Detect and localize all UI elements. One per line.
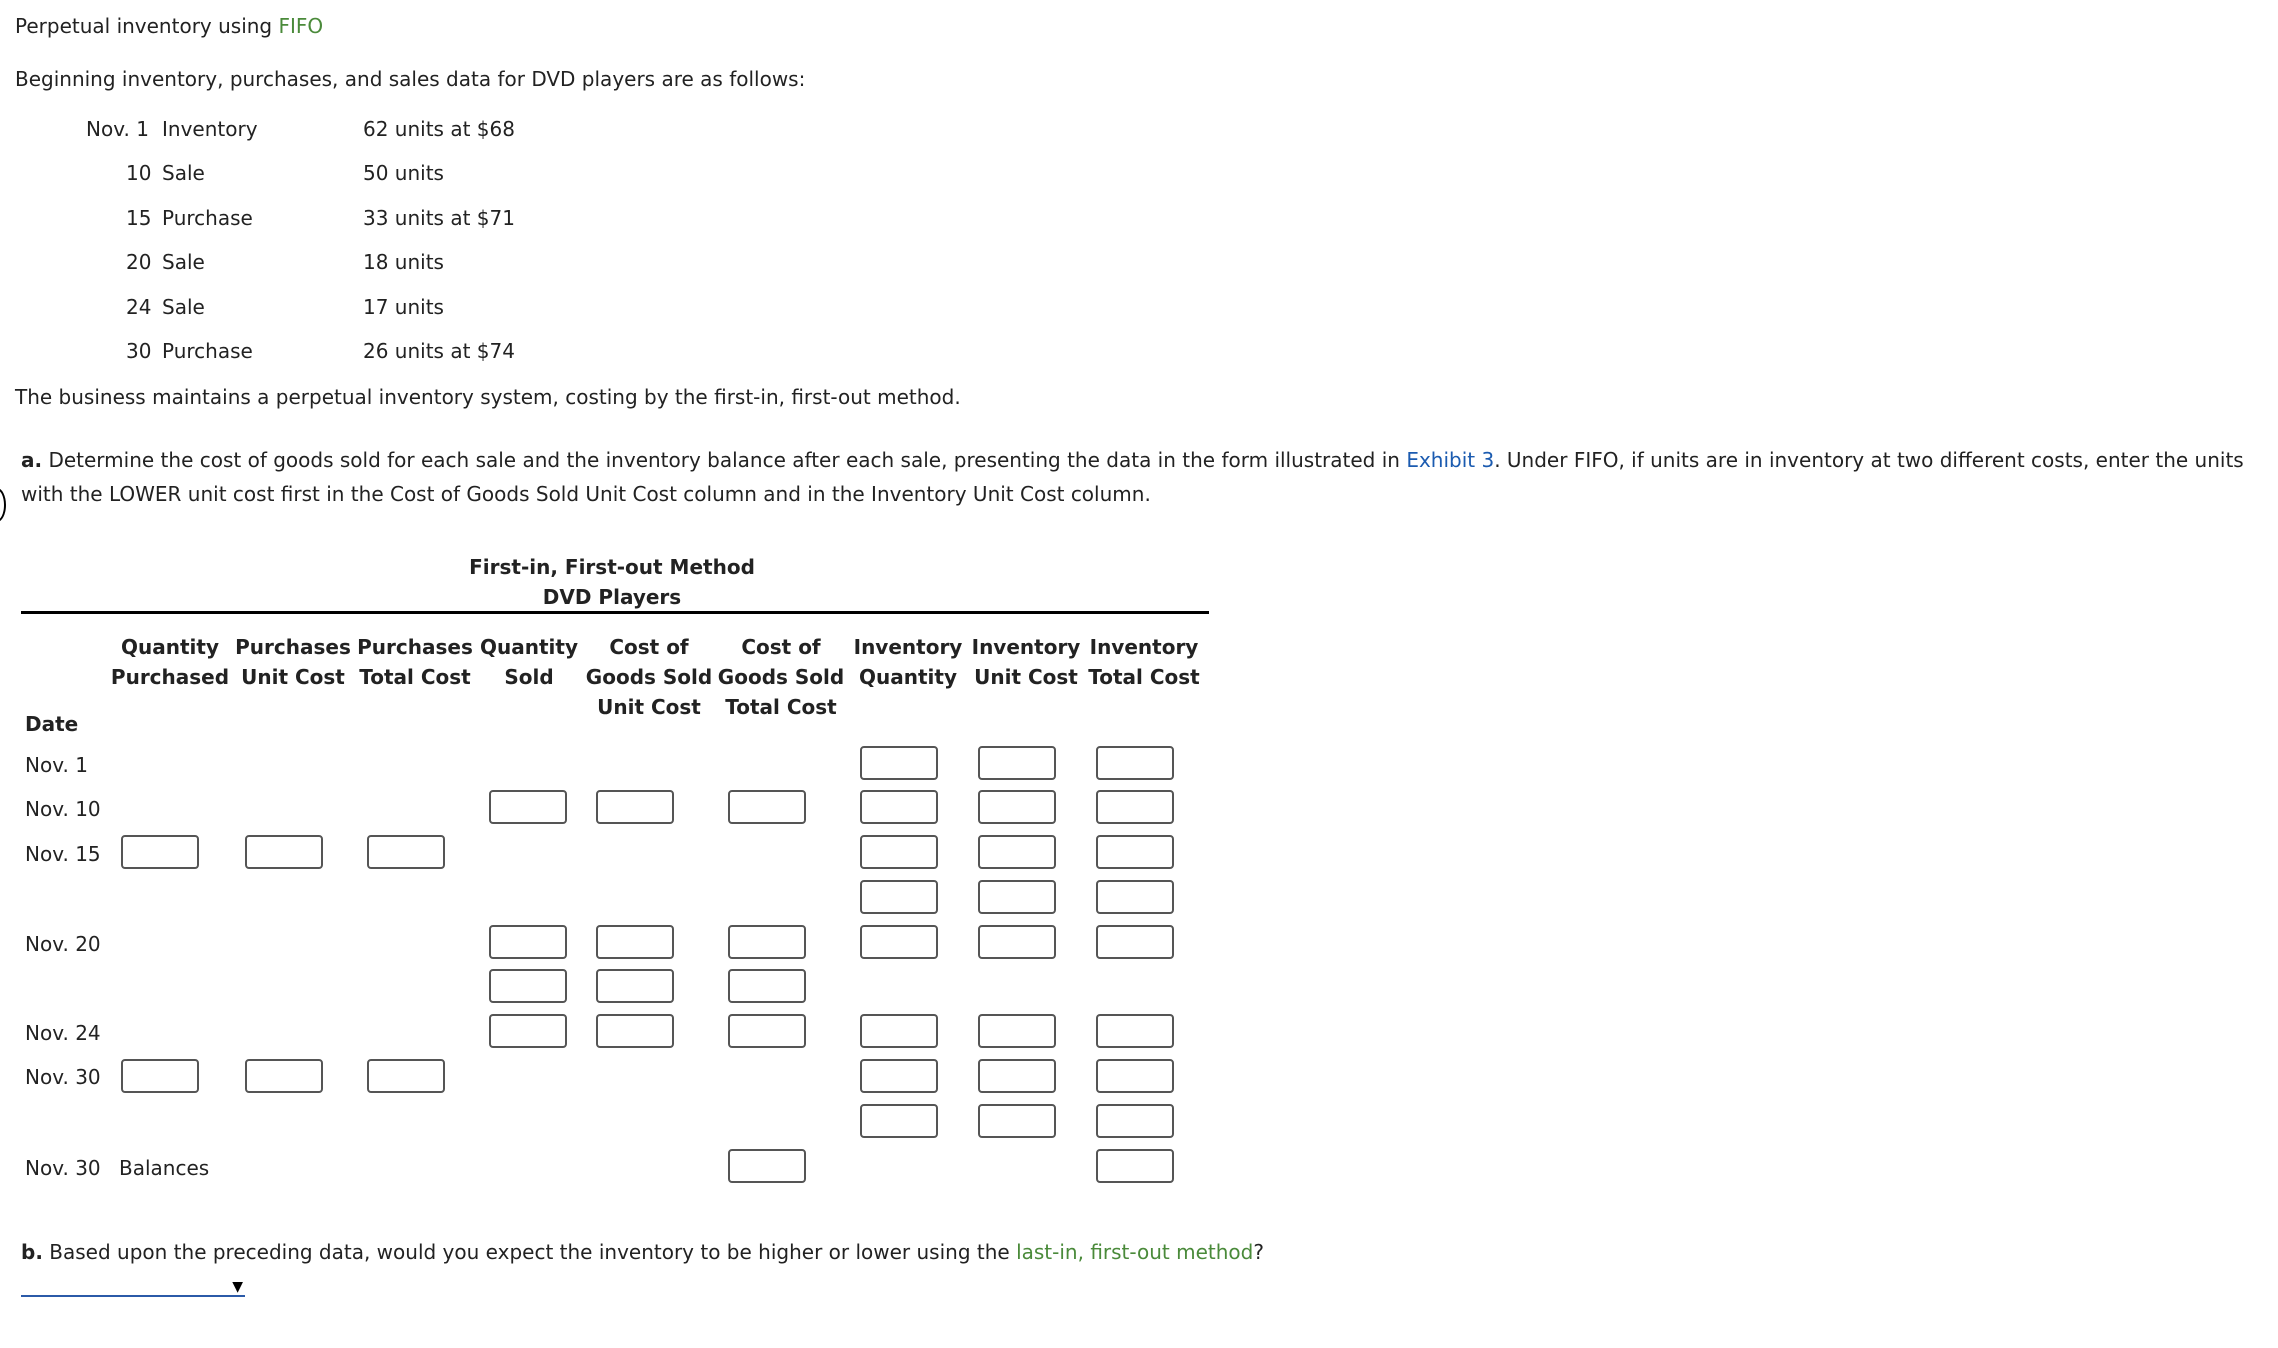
chevron-down-icon: ▼ — [232, 1279, 243, 1295]
nov24-inventory-quantity-input[interactable] — [860, 1014, 938, 1048]
nov15-purchases-total-cost-input[interactable] — [367, 835, 445, 869]
transaction-date: 15 — [126, 206, 152, 230]
transaction-detail: 50 units — [363, 161, 444, 185]
row-date-nov-24: Nov. 24 — [25, 1021, 101, 1045]
row-date-nov-30-balances: Nov. 30 — [25, 1156, 101, 1180]
lifo-link[interactable]: last-in, first-out method — [1016, 1240, 1254, 1264]
exhibit-3-link[interactable]: Exhibit 3 — [1406, 448, 1495, 472]
nov15-inventory-quantity-input-2[interactable] — [860, 880, 938, 914]
row-date-nov-30: Nov. 30 — [25, 1065, 101, 1089]
transaction-date: Nov. 1 — [86, 117, 149, 141]
nov20-inventory-unit-cost-input[interactable] — [978, 925, 1056, 959]
nov10-inventory-unit-cost-input[interactable] — [978, 790, 1056, 824]
table-title: First-in, First-out Method — [469, 555, 755, 579]
balance-cogs-total-cost-input[interactable] — [728, 1149, 806, 1183]
nov24-inventory-unit-cost-input[interactable] — [978, 1014, 1056, 1048]
nov30-inventory-total-cost-input-2[interactable] — [1096, 1104, 1174, 1138]
title-text: Perpetual inventory using — [15, 14, 279, 38]
transaction-date: 10 — [126, 161, 152, 185]
transaction-detail: 33 units at $71 — [363, 206, 515, 230]
nov10-cogs-unit-cost-input[interactable] — [596, 790, 674, 824]
table-subtitle: DVD Players — [542, 585, 682, 609]
nov15-inventory-total-cost-input[interactable] — [1096, 835, 1174, 869]
nov30-purchases-unit-cost-input[interactable] — [245, 1059, 323, 1093]
nov20-cogs-total-cost-input-2[interactable] — [728, 969, 806, 1003]
nov20-inventory-total-cost-input[interactable] — [1096, 925, 1174, 959]
row-date-nov-20: Nov. 20 — [25, 932, 101, 956]
nov10-inventory-quantity-input[interactable] — [860, 790, 938, 824]
nov30-inventory-quantity-input-2[interactable] — [860, 1104, 938, 1138]
nov10-cogs-total-cost-input[interactable] — [728, 790, 806, 824]
row-label-balances: Balances — [119, 1156, 210, 1180]
col-header-cogs-total-cost: Cost of Goods Sold Total Cost — [717, 635, 845, 719]
intro-text: Beginning inventory, purchases, and sales data for DVD players are as follows: — [15, 67, 806, 91]
transaction-type: Inventory — [162, 117, 258, 141]
nov30-inventory-unit-cost-input-2[interactable] — [978, 1104, 1056, 1138]
left-edge-mark — [0, 488, 6, 522]
transaction-date: 20 — [126, 250, 152, 274]
nov30-purchases-total-cost-input[interactable] — [367, 1059, 445, 1093]
nov20-cogs-unit-cost-input-2[interactable] — [596, 969, 674, 1003]
nov30-inventory-quantity-input[interactable] — [860, 1059, 938, 1093]
nov20-cogs-unit-cost-input[interactable] — [596, 925, 674, 959]
row-date-nov-15: Nov. 15 — [25, 842, 101, 866]
part-b-text-end: ? — [1253, 1240, 1264, 1264]
col-header-purchases-unit-cost: Purchases Unit Cost — [235, 635, 351, 689]
transaction-type: Sale — [162, 295, 205, 319]
nov15-inventory-total-cost-input-2[interactable] — [1096, 880, 1174, 914]
transaction-date: 30 — [126, 339, 152, 363]
col-header-inventory-total-cost: Inventory Total Cost — [1088, 635, 1200, 689]
nov15-purchases-unit-cost-input[interactable] — [245, 835, 323, 869]
transaction-type: Sale — [162, 161, 205, 185]
part-a-text-cont: . Under FIFO, if units are in inventory at two different costs, enter the units — [1494, 448, 2244, 472]
nov20-quantity-sold-input[interactable] — [489, 925, 567, 959]
transaction-detail: 18 units — [363, 250, 444, 274]
part-a-question — [21, 443, 2261, 511]
part-a-text: Determine the cost of goods sold for each sale and the inventory balance after each sale, presenting the data in the form illustrated in — [42, 448, 1407, 472]
nov15-inventory-unit-cost-input-2[interactable] — [978, 880, 1056, 914]
row-date-nov-10: Nov. 10 — [25, 797, 101, 821]
balance-inventory-total-cost-input[interactable] — [1096, 1149, 1174, 1183]
part-b-label: b. — [21, 1240, 43, 1264]
higher-lower-select[interactable] — [21, 1275, 245, 1297]
nov10-quantity-sold-input[interactable] — [489, 790, 567, 824]
fifo-link[interactable]: FIFO — [278, 14, 324, 38]
nov30-inventory-unit-cost-input[interactable] — [978, 1059, 1056, 1093]
nov1-inventory-total-cost-input[interactable] — [1096, 746, 1174, 780]
transaction-date: 24 — [126, 295, 152, 319]
col-header-date: Date — [25, 712, 79, 736]
transaction-type: Purchase — [162, 339, 253, 363]
table-rule — [21, 611, 1209, 614]
transaction-detail: 62 units at $68 — [363, 117, 515, 141]
col-header-quantity-purchased: Quantity Purchased — [110, 635, 230, 689]
nov24-quantity-sold-input[interactable] — [489, 1014, 567, 1048]
part-b-text: Based upon the preceding data, would you expect the inventory to be higher or lower using the — [42, 1240, 1017, 1264]
nov1-inventory-quantity-input[interactable] — [860, 746, 938, 780]
nov24-cogs-unit-cost-input[interactable] — [596, 1014, 674, 1048]
page-title — [15, 14, 323, 38]
nov24-cogs-total-cost-input[interactable] — [728, 1014, 806, 1048]
col-header-inventory-quantity: Inventory Quantity — [853, 635, 963, 689]
col-header-quantity-sold: Quantity Sold — [480, 635, 578, 689]
system-note: The business maintains a perpetual inventory system, costing by the first-in, first-out method. — [15, 385, 961, 409]
nov10-inventory-total-cost-input[interactable] — [1096, 790, 1174, 824]
nov15-quantity-purchased-input[interactable] — [121, 835, 199, 869]
nov1-inventory-unit-cost-input[interactable] — [978, 746, 1056, 780]
nov20-quantity-sold-input-2[interactable] — [489, 969, 567, 1003]
transaction-detail: 26 units at $74 — [363, 339, 515, 363]
nov15-inventory-unit-cost-input[interactable] — [978, 835, 1056, 869]
transaction-type: Sale — [162, 250, 205, 274]
nov30-inventory-total-cost-input[interactable] — [1096, 1059, 1174, 1093]
col-header-inventory-unit-cost: Inventory Unit Cost — [971, 635, 1081, 689]
col-header-purchases-total-cost: Purchases Total Cost — [357, 635, 473, 689]
nov24-inventory-total-cost-input[interactable] — [1096, 1014, 1174, 1048]
nov20-cogs-total-cost-input[interactable] — [728, 925, 806, 959]
transaction-detail: 17 units — [363, 295, 444, 319]
part-b-question — [21, 1235, 2261, 1269]
nov15-inventory-quantity-input[interactable] — [860, 835, 938, 869]
row-date-nov-1: Nov. 1 — [25, 753, 88, 777]
col-header-cogs-unit-cost: Cost of Goods Sold Unit Cost — [585, 635, 713, 719]
part-a-label: a. — [21, 448, 43, 472]
nov30-quantity-purchased-input[interactable] — [121, 1059, 199, 1093]
nov20-inventory-quantity-input[interactable] — [860, 925, 938, 959]
part-a-text-line2: with the LOWER unit cost first in the Cost of Goods Sold Unit Cost column and in the Inventory Unit Cost column. — [21, 482, 1151, 506]
transaction-type: Purchase — [162, 206, 253, 230]
